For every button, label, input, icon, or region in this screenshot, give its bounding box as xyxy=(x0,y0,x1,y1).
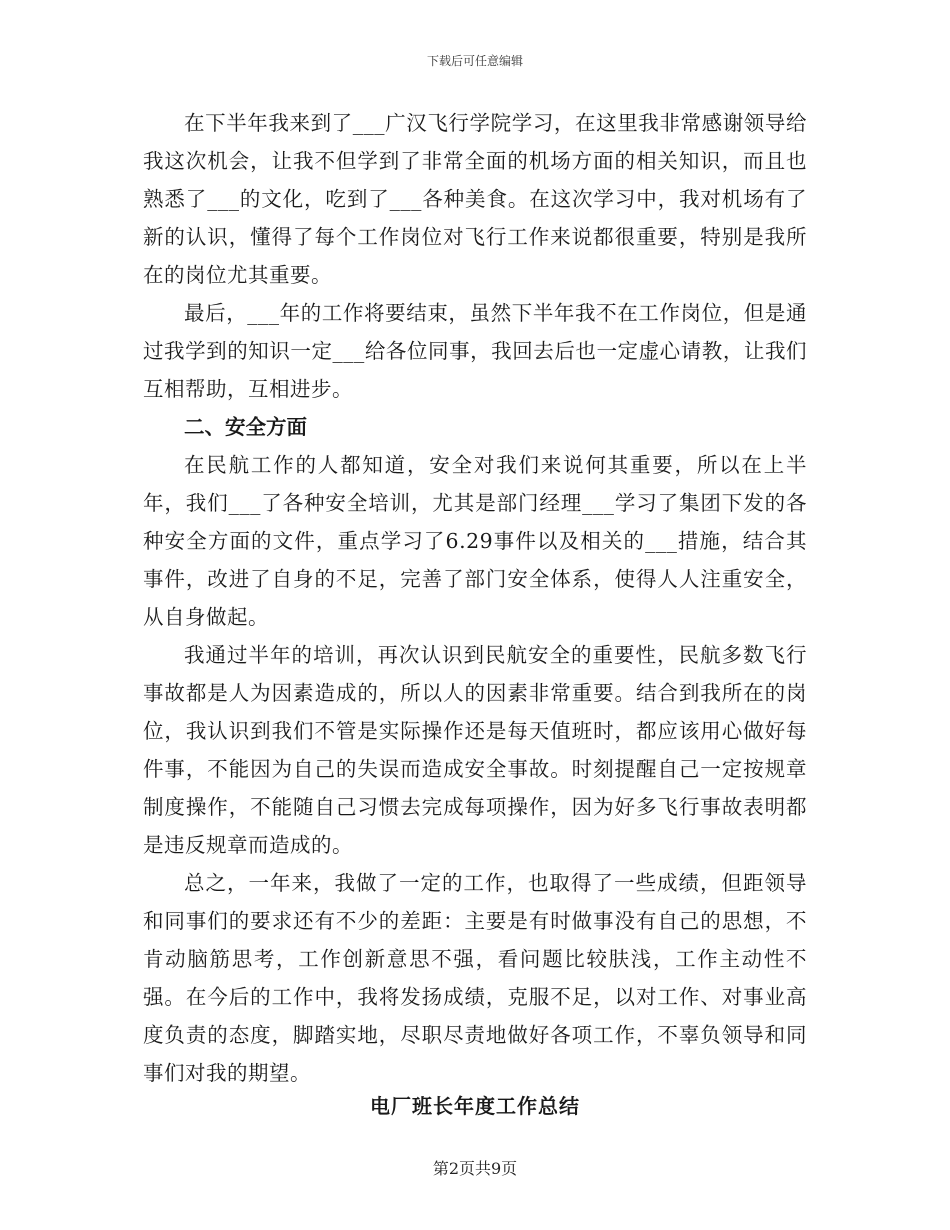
page-number: 第2页共9页 xyxy=(432,1159,518,1178)
paragraph-study: 在下半年我来到了___广汉飞行学院学习，在这里我非常感谢领导给我这次机会，让我不但学到了非常全面的机场方面的相关知识，而且也熟悉了___的文化，吃到了___各种美食。在这次学习中，我对机场有了新的认识，懂得了每个工作岗位对飞行工作来说都很重要，特别是我所在的岗位尤其重要。 xyxy=(143,111,807,287)
page-header-note: 下载后可任意编辑 xyxy=(426,54,523,68)
next-document-title: 电厂班长年度工作总结 xyxy=(370,1094,580,1118)
paragraph-summary: 总之，一年来，我做了一定的工作，也取得了一些成绩，但距领导和同事们的要求还有不少的差距：主要是有时做事没有自己的思想，不肯动脑筋思考，工作创新意思不强，看问题比较肤浅，工作主动性不强。在今后的工作中，我将发扬成绩，克服不足，以对工作、对事业高度负责的态度，脚踏实地，尽职尽责地做好各项工作，不辜负领导和同事们对我的期望。 xyxy=(143,871,807,1085)
paragraph-safety-awareness: 我通过半年的培训，再次认识到民航安全的重要性，民航多数飞行事故都是人为因素造成的，所以人的因素非常重要。结合到我所在的岗位，我认识到我们不管是实际操作还是每天值班时，都应该用心做好每件事，不能因为自己的失误而造成安全事故。时刻提醒自己一定按规章制度操作，不能随自己习惯去完成每项操作，因为好多飞行事故表明都是违反规章而造成的。 xyxy=(143,643,807,857)
document-body xyxy=(143,104,807,1092)
paragraph-safety-training: 在民航工作的人都知道，安全对我们来说何其重要，所以在上半年，我们___了各种安全培训，尤其是部门经理___学习了集团下发的各种安全方面的文件，重点学习了6.29事件以及相关的___措施，结合其事件，改进了自身的不足，完善了部门安全体系，使得人人注重安全，从自身做起。 xyxy=(143,453,807,629)
section-heading-safety: 二、安全方面 xyxy=(184,415,307,439)
paragraph-conclusion-work: 最后，___年的工作将要结束，虽然下半年我不在工作岗位，但是通过我学到的知识一定___给各位同事，我回去后也一定虚心请教，让我们互相帮助，互相进步。 xyxy=(143,301,807,401)
